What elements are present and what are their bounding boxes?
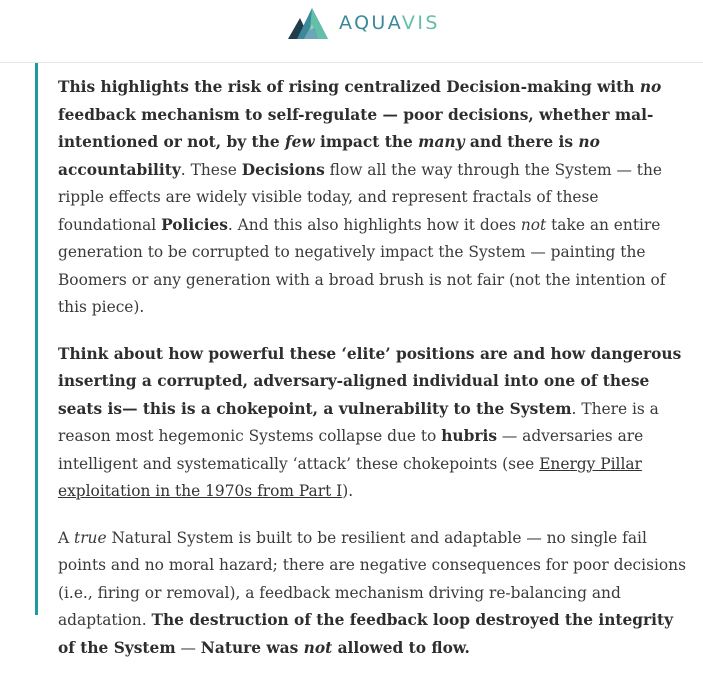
blockquote-bar — [35, 63, 38, 615]
mountain-logo-icon — [288, 6, 332, 40]
paragraph-1: This highlights the risk of rising centralized Decision-making with no feedback mechanism to self-regulate — poor decisions, whether mal-intentioned or not, by the few impact the many and there is no accountability. These Decisions flow all the way through the System — the ripple effects are widely visible today, and represent fractals of these foundational Policies. And this also highlights how it does not take an entire generation to be corrupted to negatively impact the System — painting the Boomers or any generation with a broad brush is not fair (not the intention of this piece). — [58, 78, 666, 316]
brand-logo[interactable] — [288, 6, 440, 40]
paragraph-3: A true Natural System is built to be resilient and adaptable — no single fail points and no moral hazard; there are negative consequences for poor decisions (i.e., firing or removal), a feedback mechanism driving re-balancing and adaptation. The destruction of the feedback loop destroyed the integrity of the System — Nature was not allowed to flow. — [58, 528, 686, 657]
paragraph-2: Think about how powerful these ‘elite’ positions are and how dangerous inserting a corrupted, adversary-aligned individual into one of these seats is— this is a chokepoint, a vulnerability to the System. There is a reason most hegemonic Systems collapse due to hubris — adversaries are intelligent and systematically ‘attack’ these chokepoints (see Energy Pillar exploitation in the 1970s from Part I). — [58, 344, 682, 500]
part-one-link[interactable]: Energy Pillar exploitation in the 1970s from Part I — [58, 454, 642, 500]
site-header — [0, 0, 703, 63]
article-body — [58, 74, 694, 681]
brand-name: AQUAVIS — [339, 12, 440, 34]
